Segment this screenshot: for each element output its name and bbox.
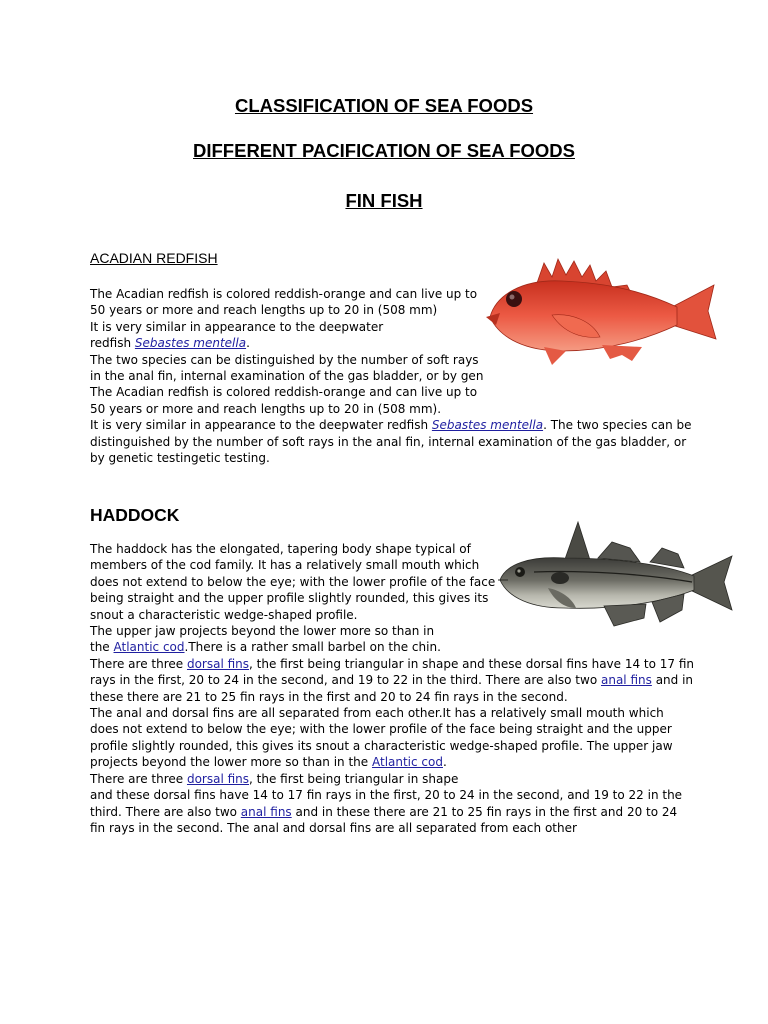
text-line (90, 771, 694, 787)
text-line: It is very similar in appearance to the deepwater (90, 319, 384, 334)
text-line (90, 804, 694, 820)
text-line (90, 656, 694, 672)
text-line: profile slightly rounded, this gives its snout a characteristic wedge-shaped profile. The upper jaw (90, 738, 673, 753)
text-line: does not extend to below the eye; with the lower profile of the face (90, 574, 496, 589)
text-span: the (90, 640, 114, 655)
redfish-illustration-icon (482, 255, 722, 370)
text-line: 50 years or more and reach lengths up to 20 in (508 mm) (90, 303, 438, 318)
anal-fins-link[interactable]: anal fins (240, 804, 292, 819)
atlantic-cod-link[interactable]: Atlantic cod (371, 755, 443, 770)
haddock-heading: HADDOCK (90, 505, 180, 525)
text-line: members of the cod family. It has a relatively small mouth which (90, 558, 480, 573)
text-line (90, 754, 694, 770)
text-span: .There is a rather small barbel on the chin. (184, 640, 441, 655)
text-line: The upper jaw projects beyond the lower more so than in (90, 624, 435, 639)
text-line: The two species can be distinguished by the number of soft rays (90, 352, 479, 367)
text-span: . (443, 755, 447, 770)
dorsal-fins-link[interactable]: dorsal fins (186, 771, 250, 786)
text-line: The haddock has the elongated, tapering body shape typical of (90, 542, 471, 556)
subtitle: DIFFERENT PACIFICATION OF SEA FOODS (193, 140, 575, 161)
text-span: . The two species can be (543, 418, 692, 433)
text-span: There are three (90, 771, 187, 786)
text-line: these there are 21 to 25 fin rays in the first and 20 to 24 fin rays in the second. (90, 689, 568, 704)
sebastes-mentella-link[interactable]: Sebastes mentella (431, 418, 544, 433)
anal-fins-link[interactable]: anal fins (600, 673, 652, 688)
text-span: rays in the first, 20 to 24 in the second, and 19 to 22 in the third. There are also two (90, 673, 601, 688)
category-title: FIN FISH (345, 190, 423, 211)
main-title: CLASSIFICATION OF SEA FOODS (234, 95, 534, 116)
haddock-illustration-icon (494, 518, 736, 636)
text-line: by genetic testingetic testing. (90, 451, 270, 466)
text-span: , the first being triangular in shape (249, 771, 459, 786)
text-span: redfish (90, 336, 135, 351)
text-span: third. There are also two (90, 804, 241, 819)
text-span: , the first being triangular in shape and these dorsal fins have 14 to 17 fin (249, 656, 695, 671)
text-line: The anal and dorsal fins are all separated from each other.It has a relatively small mouth which (90, 706, 664, 721)
text-line: being straight and the upper profile slightly rounded, this gives its (90, 591, 489, 606)
text-span: and in (651, 673, 694, 688)
text-line (90, 639, 694, 655)
redfish-heading: ACADIAN REDFISH (90, 250, 218, 266)
text-line: fin rays in the second. The anal and dorsal fins are all separated from each other (90, 820, 577, 835)
text-line: The Acadian redfish is colored reddish-orange and can live up to (90, 287, 478, 301)
text-line: and these dorsal fins have 14 to 17 fin rays in the first, 20 to 24 in the second, and 19 to 22 in the (90, 788, 683, 803)
atlantic-cod-link[interactable]: Atlantic cod (113, 640, 185, 655)
text-span: There are three (90, 656, 187, 671)
dorsal-fins-link[interactable]: dorsal fins (186, 656, 250, 671)
text-span: projects beyond the lower more so than in the (90, 755, 372, 770)
text-line: snout a characteristic wedge-shaped profile. (90, 607, 358, 622)
text-line: does not extend to below the eye; with the lower profile of the face being straight and the upper (90, 722, 672, 737)
text-line: distinguished by the number of soft rays in the anal fin, internal examination of the gas bladder, or (90, 434, 687, 449)
text-line (90, 417, 692, 433)
text-line: The Acadian redfish is colored reddish-orange and can live up to (90, 385, 478, 400)
text-line: 50 years or more and reach lengths up to 20 in (508 mm). (90, 401, 442, 416)
text-span: and in these there are 21 to 25 fin rays in the first and 20 to 24 (291, 804, 678, 819)
text-span: . (246, 336, 250, 351)
sebastes-mentella-link[interactable]: Sebastes mentella (134, 336, 247, 351)
text-line: in the anal fin, internal examination of the gas bladder, or by gen (90, 369, 484, 384)
text-line (90, 672, 694, 688)
text-span: It is very similar in appearance to the deepwater redfish (90, 418, 432, 433)
